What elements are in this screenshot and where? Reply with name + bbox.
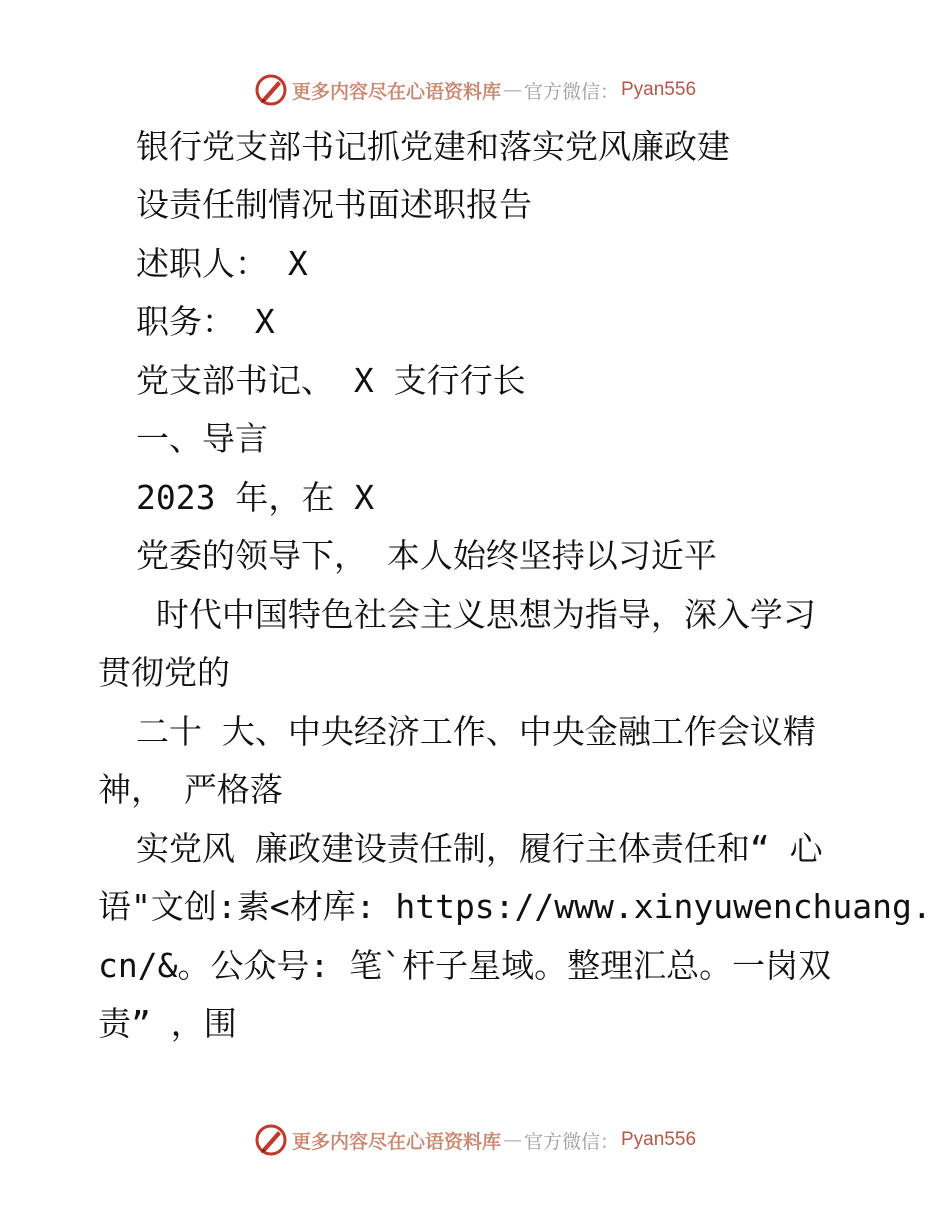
section-heading: 一、导言 [136,419,268,458]
watermark-separator: — [502,79,522,101]
watermark-id: Pyan556 [621,1129,697,1150]
position-line: 职务： X [136,302,275,341]
watermark-label: 官方微信： [523,1130,619,1153]
paragraph-line: 时代中国特色社会主义思想为指导，深入学习 [136,595,816,634]
reporter-line: 述职人： X [136,244,308,283]
paragraph-line: 责” ，围 [98,1004,237,1043]
paragraph-line: cn/&。公众号: 笔`杆子星域。整理汇总。一岗双 [98,946,832,985]
title-line-2: 设责任制情况书面述职报告 [136,185,532,224]
position-detail-line: 党支部书记、 X 支行行长 [136,361,526,400]
pen-logo-icon [254,1123,288,1157]
paragraph-line: 二十 大、中央经济工作、中央金融工作会议精 [136,712,816,751]
paragraph-line: 2023 年，在 X [136,478,375,517]
watermark-header [0,70,950,110]
watermark-separator: — [502,1129,522,1151]
paragraph-line: 贯彻党的 [98,653,230,692]
watermark-main-text: 更多内容尽在心语资料库 [291,80,501,103]
watermark-label: 官方微信： [523,80,619,103]
paragraph-line: 语"文创:素<材库: https://www.xinyuwenchuang. [98,887,932,926]
paragraph-line: 实党风 廉政建设责任制，履行主体责任和“ 心 [136,829,823,868]
paragraph-line: 神， 严格落 [98,770,283,809]
watermark-id: Pyan556 [621,79,697,100]
watermark-footer [0,1120,950,1160]
watermark-main-text: 更多内容尽在心语资料库 [291,1130,501,1153]
title-line-1: 银行党支部书记抓党建和落实党风廉政建 [136,127,730,166]
paragraph-line: 党委的领导下， 本人始终坚持以习近平 [136,536,717,575]
pen-logo-icon [254,73,288,107]
